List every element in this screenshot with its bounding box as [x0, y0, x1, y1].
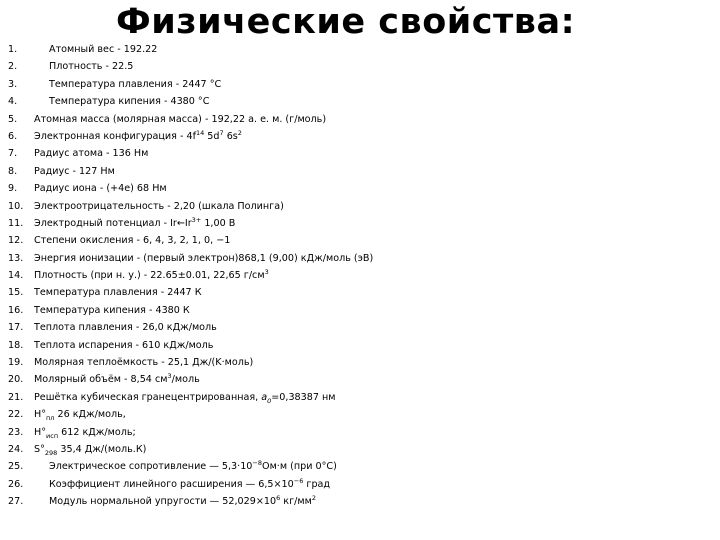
- list-item-number: 2.: [8, 61, 18, 73]
- list-item: [0, 424, 720, 441]
- list-item: [0, 493, 720, 510]
- properties-list: [0, 41, 720, 511]
- list-item: [0, 111, 720, 128]
- list-item: [0, 441, 720, 458]
- list-item-number: 23.: [8, 426, 24, 438]
- list-item-number: 13.: [8, 252, 24, 264]
- list-item: [0, 93, 720, 110]
- list-item-text: [49, 493, 316, 510]
- subscript: исп: [46, 431, 59, 440]
- list-item-number: 9.: [8, 183, 18, 195]
- list-item: [0, 458, 720, 475]
- text-segment: H°: [34, 426, 47, 438]
- text-segment: Коэффициент линейного расширения — 6,5×10: [49, 478, 294, 490]
- text-segment: 5d: [204, 130, 220, 142]
- list-item-text: Электроотрицательность - 2,20 (шкала Полинга): [34, 200, 284, 212]
- subscript: 298: [44, 448, 58, 457]
- list-item: [0, 337, 720, 354]
- list-item-text: Радиус - 127 Нм: [34, 165, 115, 177]
- list-item-text: [34, 441, 146, 458]
- list-item-text: Теплота испарения - 610 кДж/моль: [34, 339, 214, 351]
- list-item: [0, 180, 720, 197]
- list-item: [0, 371, 720, 388]
- list-item-text: [34, 267, 269, 284]
- superscript: 3+: [191, 215, 202, 224]
- list-item: [0, 128, 720, 145]
- list-item-number: 11.: [8, 217, 24, 229]
- page-title: Физические свойства:: [116, 2, 576, 42]
- text-segment: Электронная конфигурация - 4f: [34, 130, 196, 142]
- list-item-text: [34, 128, 242, 145]
- list-item: [0, 389, 720, 406]
- list-item: [0, 215, 720, 232]
- list-item-text: [34, 406, 126, 423]
- text-segment: =0,38387 нм: [271, 391, 336, 403]
- list-item-number: 18.: [8, 339, 24, 351]
- list-item-text: Температура плавления - 2447 К: [34, 287, 202, 299]
- list-item-number: 7.: [8, 148, 18, 160]
- list-item-number: 12.: [8, 235, 24, 247]
- list-item-number: 20.: [8, 374, 24, 386]
- list-item-text: Энергия ионизации - (первый электрон)868,1 (9,00) кДж/моль (эВ): [34, 252, 374, 264]
- text-segment: Электрическое сопротивление — 5,3·10: [49, 461, 253, 473]
- list-item-number: 10.: [8, 200, 24, 212]
- list-item-number: 5.: [8, 113, 18, 125]
- list-item: [0, 163, 720, 180]
- list-item-text: Плотность - 22.5: [49, 61, 134, 73]
- text-segment: кг/мм: [280, 496, 312, 508]
- list-item: [0, 284, 720, 301]
- text-segment: 35,4 Дж/(моль.К): [57, 443, 147, 455]
- list-item-number: 1.: [8, 44, 18, 55]
- text-segment: Модуль нормальной упругости — 52,029×10: [49, 496, 277, 508]
- list-item-text: Молярная теплоёмкость - 25,1 Дж/(K·моль): [34, 357, 254, 369]
- list-item: [0, 406, 720, 423]
- list-item: [0, 354, 720, 371]
- superscript: 2: [237, 128, 242, 137]
- list-item-text: Атомная масса (молярная масса) - 192,22 а. е. м. (г/моль): [34, 113, 327, 125]
- text-segment: S°: [34, 443, 45, 455]
- text-segment: H°: [34, 409, 47, 421]
- list-item-text: [49, 476, 330, 493]
- text-segment: град: [303, 478, 331, 490]
- list-item-text: [49, 458, 337, 475]
- superscript: 7: [219, 128, 224, 137]
- list-item-text: Атомный вес - 192.22: [49, 44, 158, 55]
- list-item-number: 16.: [8, 304, 24, 316]
- superscript: 3: [167, 372, 172, 381]
- list-item: [0, 476, 720, 493]
- text-segment: /моль: [171, 374, 200, 386]
- text-segment: 26 кДж/моль,: [54, 409, 126, 421]
- list-item-text: [34, 371, 200, 388]
- superscript: 2: [311, 493, 316, 502]
- list-item-number: 17.: [8, 322, 24, 334]
- subscript: пл: [46, 414, 55, 423]
- list-item-number: 24.: [8, 443, 24, 455]
- superscript: −6: [293, 476, 304, 485]
- list-item: [0, 232, 720, 249]
- list-item-number: 27.: [8, 496, 24, 508]
- list-item-text: Радиус иона - (+4e) 68 Нм: [34, 183, 167, 195]
- list-item-number: 15.: [8, 287, 24, 299]
- text-segment: 612 кДж/моль;: [58, 426, 136, 438]
- list-item-number: 3.: [8, 78, 18, 90]
- list-item: [0, 198, 720, 215]
- text-segment: Электродный потенциал - Ir←Ir: [34, 217, 192, 229]
- list-item: [0, 302, 720, 319]
- text-segment: 6s: [223, 130, 238, 142]
- list-item: [0, 145, 720, 162]
- text-segment: Плотность (при н. у.) - 22.65±0.01, 22,65 г/см: [34, 270, 265, 282]
- list-item-number: 4.: [8, 96, 18, 108]
- text-segment: Молярный объём - 8,54 см: [34, 374, 168, 386]
- text-segment: Решётка кубическая гранецентрированная,: [34, 391, 262, 403]
- list-item: [0, 319, 720, 336]
- list-item-number: 22.: [8, 409, 24, 421]
- list-item-text: Температура кипения - 4380 °C: [49, 96, 210, 108]
- list-item-number: 26.: [8, 478, 24, 490]
- text-segment: 1,00 В: [201, 217, 236, 229]
- list-item-number: 14.: [8, 270, 24, 282]
- text-segment: a: [261, 391, 268, 403]
- list-item-number: 6.: [8, 130, 18, 142]
- list-item: [0, 267, 720, 284]
- subscript: 0: [267, 396, 272, 405]
- superscript: 14: [195, 128, 205, 137]
- list-item: [0, 58, 720, 75]
- list-item-text: [34, 389, 336, 406]
- superscript: 6: [276, 493, 281, 502]
- list-item-text: Радиус атома - 136 Нм: [34, 148, 149, 160]
- list-item: [0, 250, 720, 267]
- superscript: 3: [264, 267, 269, 276]
- list-item-text: [34, 424, 136, 441]
- list-item-text: [34, 215, 235, 232]
- list-item: [0, 76, 720, 93]
- list-item-text: Теплота плавления - 26,0 кДж/моль: [34, 322, 217, 334]
- list-item-number: 25.: [8, 461, 24, 473]
- list-item-text: Температура плавления - 2447 °C: [49, 78, 222, 90]
- superscript: −8: [252, 459, 263, 468]
- list-item-text: Степени окисления - 6, 4, 3, 2, 1, 0, −1: [34, 235, 231, 247]
- list-item-number: 8.: [8, 165, 18, 177]
- list-item: [0, 41, 720, 58]
- text-segment: Ом·м (при 0°C): [262, 461, 337, 473]
- list-item-number: 21.: [8, 391, 24, 403]
- list-item-text: Температура кипения - 4380 К: [34, 304, 190, 316]
- list-item-number: 19.: [8, 357, 24, 369]
